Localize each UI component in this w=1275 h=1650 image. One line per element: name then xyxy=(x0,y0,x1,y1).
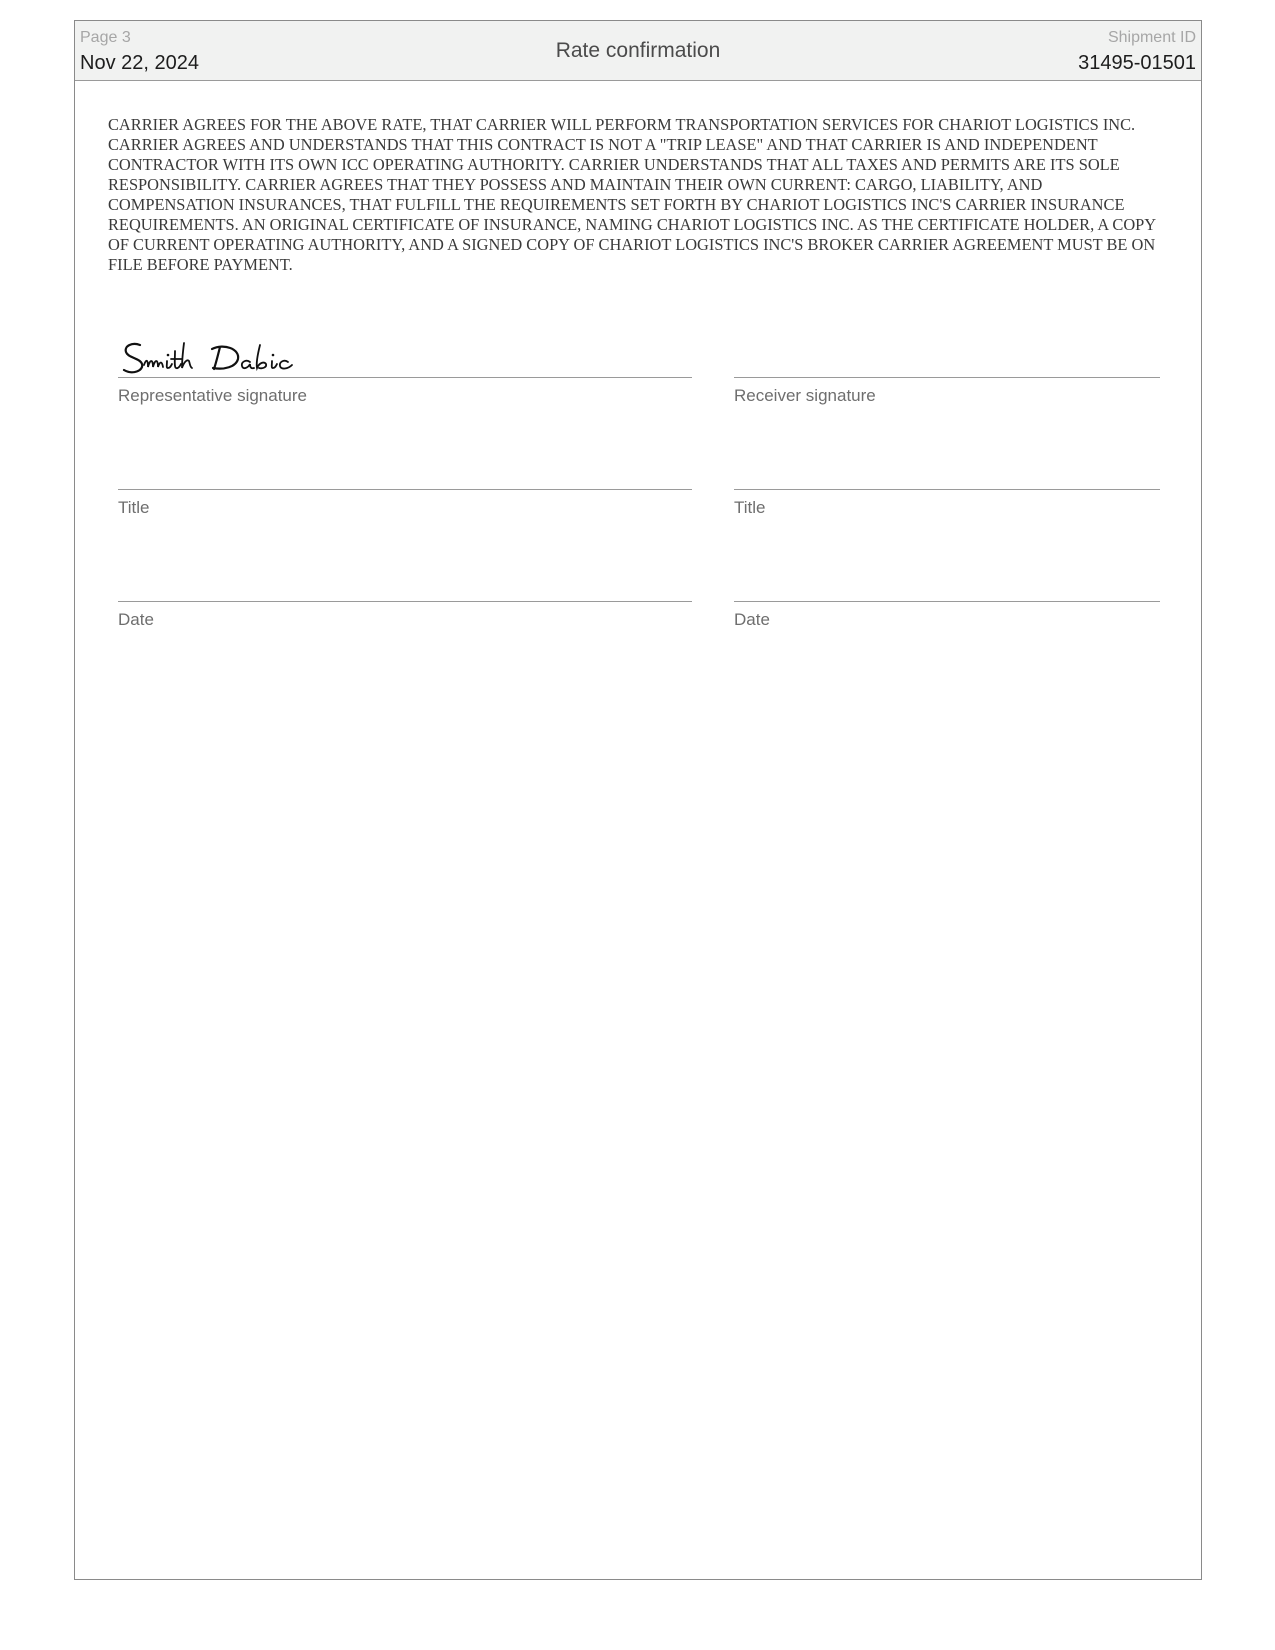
document-title: Rate confirmation xyxy=(555,39,721,62)
title-line xyxy=(118,489,692,490)
page-header xyxy=(75,21,1201,81)
date-line xyxy=(118,601,692,602)
receiver-signature-label: Receiver signature xyxy=(734,386,876,405)
signature-line xyxy=(118,377,692,378)
title-line xyxy=(734,489,1160,490)
receiver-date-label: Date xyxy=(734,610,770,629)
shipment-id-value: 31495-01501 xyxy=(1078,52,1196,74)
document-date: Nov 22, 2024 xyxy=(80,52,199,74)
representative-date-label: Date xyxy=(118,610,154,629)
handwritten-signature xyxy=(120,337,330,379)
shipment-id-label: Shipment ID xyxy=(1107,29,1196,46)
carrier-terms-paragraph: CARRIER AGREES FOR THE ABOVE RATE, THAT CARRIER WILL PERFORM TRANSPORTATION SERVICES FOR CHARIOT LOGISTICS INC. CARRIER AGREES AND UNDERSTANDS THAT THIS CONTRACT IS NOT A "TRIP LEASE" AND THAT CARRIER IS AND INDEPENDENT CONTRACTOR WITH ITS OWN ICC OPERATING AUTHORITY. CARRIER UNDERSTANDS THAT ALL TAXES AND PERMITS ARE ITS SOLE RESPONSIBILITY. CARRIER AGREES THAT THEY POSSESS AND MAINTAIN THEIR OWN CURRENT: CARGO, LIABILITY, AND COMPENSATION INSURANCES, THAT FULFILL THE REQUIREMENTS SET FORTH BY CHARIOT LOGISTICS INC'S CARRIER INSURANCE REQUIREMENTS. AN ORIGINAL CERTIFICATE OF INSURANCE, NAMING CHARIOT LOGISTICS INC. AS THE CERTIFICATE HOLDER, A COPY OF CURRENT OPERATING AUTHORITY, AND A SIGNED COPY OF CHARIOT LOGISTICS INC'S BROKER CARRIER AGREEMENT MUST BE ON FILE BEFORE PAYMENT. xyxy=(108,115,1156,274)
document-page xyxy=(74,20,1202,1580)
page-number: Page 3 xyxy=(80,29,131,46)
representative-signature-label: Representative signature xyxy=(118,386,308,405)
representative-title-label: Title xyxy=(118,498,150,517)
receiver-title-label: Title xyxy=(734,498,766,517)
date-line xyxy=(734,601,1160,602)
signature-line xyxy=(734,377,1160,378)
